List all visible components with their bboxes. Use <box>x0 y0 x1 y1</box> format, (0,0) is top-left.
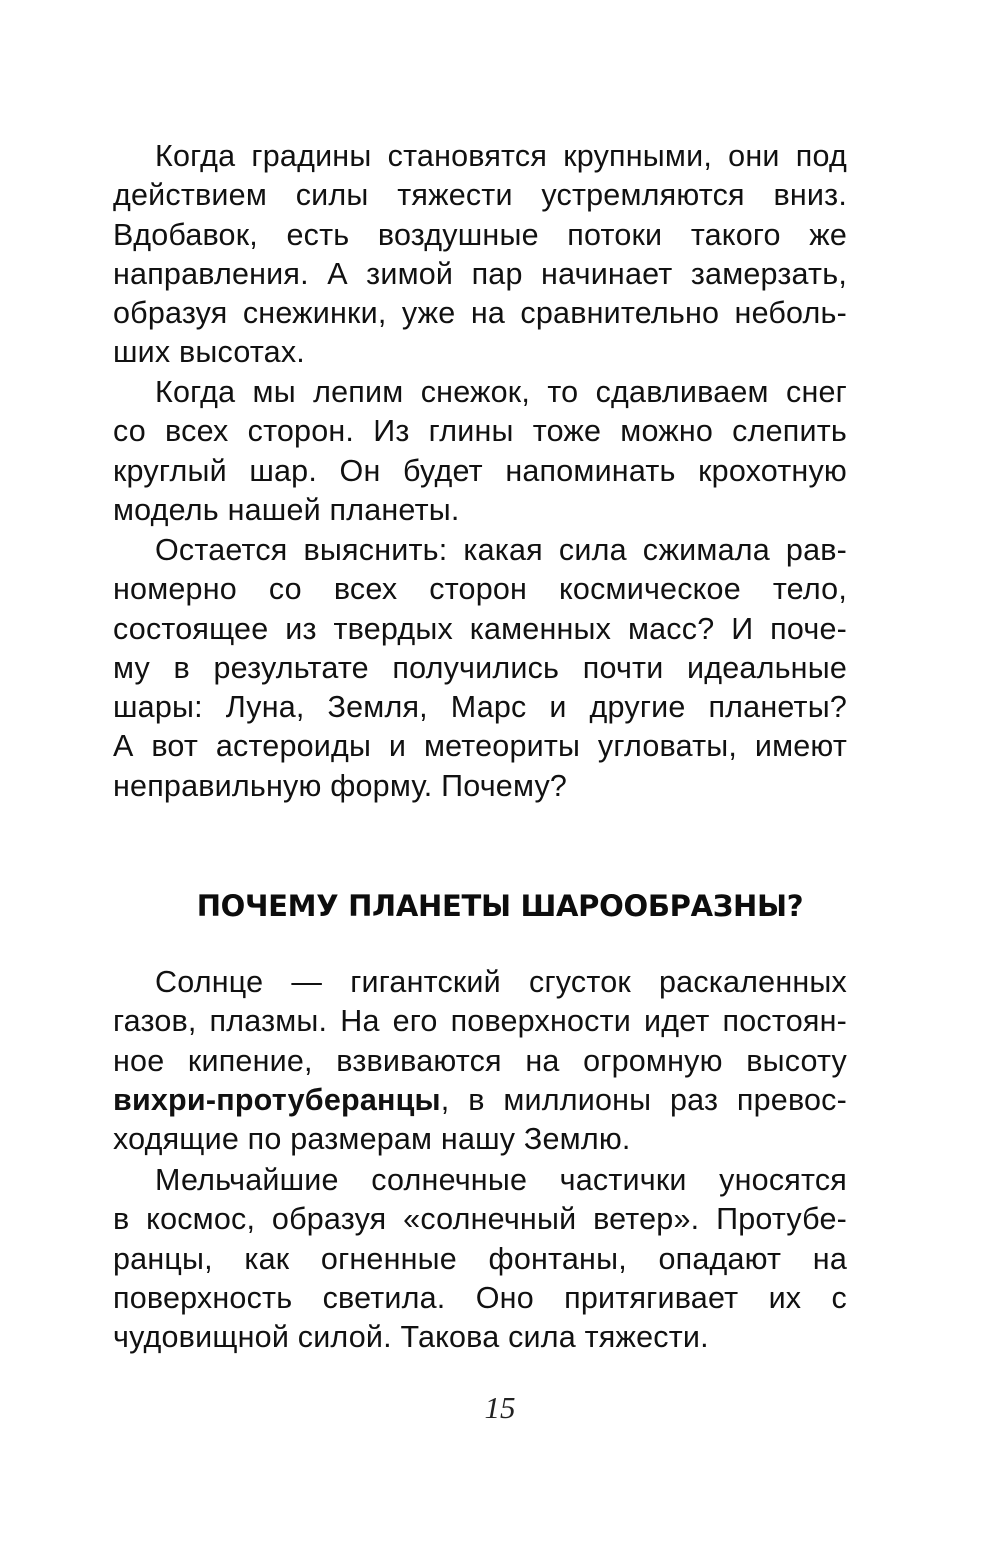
text-line: газов, плазмы. На его поверхности идет постоян- <box>113 1004 847 1039</box>
paragraph-snowball <box>113 373 847 530</box>
text-line: Солнце — гигантский сгусток раскаленных <box>155 965 847 999</box>
text-line: А вот астероиды и метеориты угловаты, имеют <box>113 729 847 764</box>
text-line: ранцы, как огненные фонтаны, опадают на <box>113 1241 847 1276</box>
text-line: Мельчайшие солнечные частички уносятся <box>155 1163 847 1197</box>
text-line: поверхность светила. Оно притягивает их с <box>113 1280 847 1315</box>
text-line: му в результате получились почти идеальные <box>113 650 847 685</box>
paragraph-solar-wind <box>113 1161 847 1357</box>
text-line: круглый шар. Он будет напоминать крохотную <box>113 453 847 488</box>
page-number: 15 <box>484 1390 516 1425</box>
text-line: Когда мы лепим снежок, то сдавливаем снег <box>155 375 847 409</box>
text-line: шары: Луна, Земля, Марс и другие планеты? <box>113 690 847 725</box>
text-line: ших высотах. <box>113 335 305 370</box>
text-line <box>113 1081 847 1120</box>
paragraph-sun <box>113 963 847 1159</box>
text-line: Когда градины становятся крупными, они под <box>155 139 847 173</box>
text-line: со всех сторон. Из глины тоже можно слепить <box>113 414 847 449</box>
text-line: неправильную форму. Почему? <box>113 768 568 803</box>
bold-term: вихри-протуберанцы <box>113 1082 441 1117</box>
text-line: Остается выяснить: какая сила сжимала рав- <box>155 533 847 567</box>
text-line: ное кипение, взвиваются на огромную высоту <box>113 1043 847 1078</box>
paragraph-question <box>113 531 847 806</box>
section-heading: ПОЧЕМУ ПЛАНЕТЫ ШАРООБРАЗНЫ? <box>196 889 804 923</box>
text-fragment: , в миллионы раз превос- <box>440 1082 847 1117</box>
text-line: состоящее из твердых каменных масс? И поче- <box>113 611 847 646</box>
text-line: номерно со всех сторон космическое тело, <box>113 572 847 607</box>
text-line: чудовищной силой. Такова сила тяжести. <box>113 1320 709 1355</box>
paragraph-hail-snow <box>113 137 847 373</box>
text-line: в космос, образуя «солнечный ветер». Протубе- <box>113 1202 847 1237</box>
text-line: действием силы тяжести устремляются вниз. <box>113 178 847 213</box>
text-line: Вдобавок, есть воздушные потоки такого же <box>113 217 847 252</box>
text-line: образуя снежинки, уже на сравнительно неболь- <box>113 296 847 331</box>
text-line: модель нашей планеты. <box>113 492 460 527</box>
text-line: ходящие по размерам нашу Землю. <box>113 1122 631 1157</box>
text-line: направления. А зимой пар начинает замерзать, <box>113 256 847 291</box>
